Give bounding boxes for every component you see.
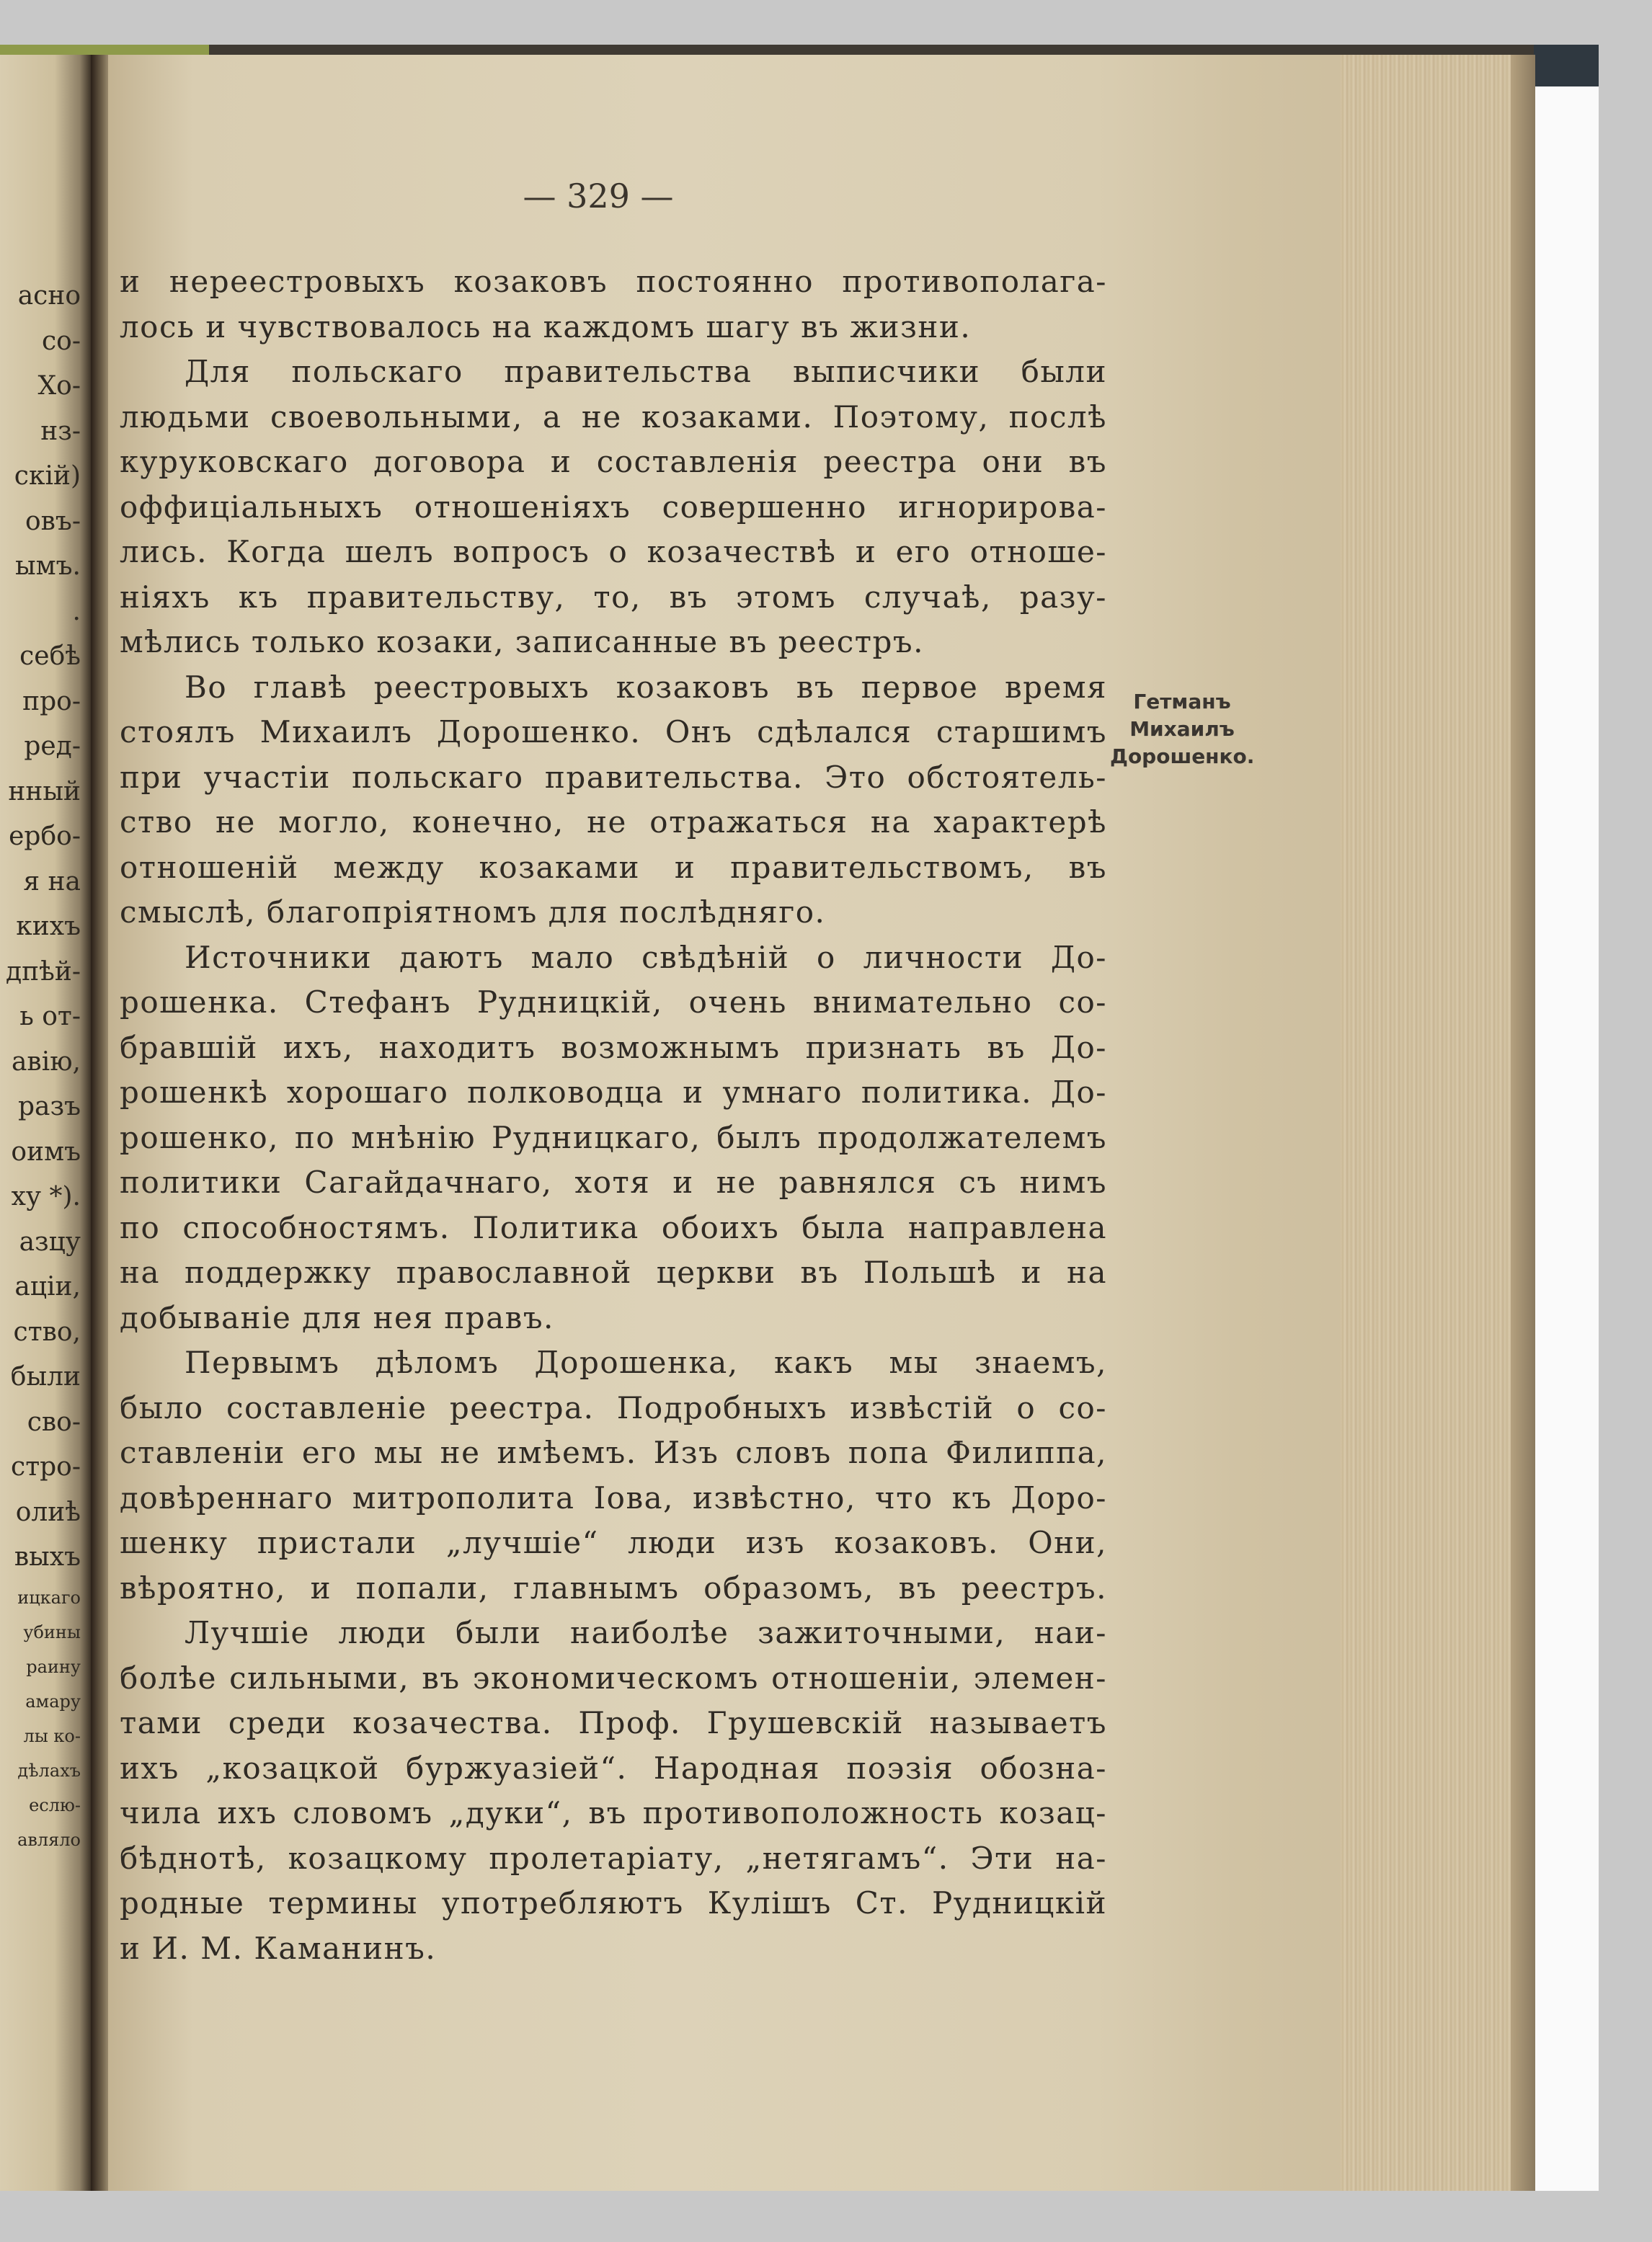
text-line: по способностямъ. Политика обоихъ была направлена [120, 1209, 1107, 1245]
left-fragment: авію, [11, 1046, 81, 1077]
left-fragment: азцу [19, 1227, 81, 1257]
text-line: Для польскаго правительства выписчики были [185, 354, 1107, 389]
left-fragment-small: еслю- [29, 1794, 81, 1815]
page-stack-shadow [1511, 55, 1535, 2191]
left-fragment-small: лы ко- [23, 1725, 81, 1746]
text-line: ставленіи его мы не имѣемъ. Изъ словъ попа Филиппа, [120, 1435, 1107, 1470]
text-line: и И. М. Каманинъ. [120, 1930, 437, 1966]
text-line: отношеній между козаками и правительствомъ, въ [120, 849, 1107, 885]
text-line: вѣроятно, и попали, главнымъ образомъ, въ реестръ. [120, 1570, 1107, 1606]
text-line: людьми своевольными, а не козаками. Поэтому, послѣ [120, 399, 1107, 435]
left-fragment: про- [22, 686, 81, 716]
text-line: ство не могло, конечно, не отражаться на характерѣ [120, 804, 1107, 840]
text-line: рошенко, по мнѣнію Рудницкаго, былъ продолжателемъ [120, 1119, 1107, 1155]
page-number: — 329 — [523, 177, 674, 215]
left-fragment-small: ицкаго [17, 1587, 81, 1608]
text-line: было составленіе реестра. Подробныхъ извѣстій о со- [120, 1389, 1107, 1425]
left-fragment: оимъ [11, 1136, 81, 1167]
text-line: рошенка. Стефанъ Рудницкій, очень внимательно со- [120, 984, 1107, 1020]
text-line: Во главѣ реестровыхъ козаковъ въ первое время [185, 669, 1107, 705]
left-fragment: выхъ [14, 1542, 81, 1572]
left-fragment: олиѣ [15, 1497, 81, 1527]
cover-edge-strip [0, 45, 209, 55]
left-fragment: ь от- [19, 1002, 81, 1031]
left-fragment: ымъ. [14, 551, 81, 581]
left-fragment: аціи, [14, 1272, 81, 1302]
margin-note-line: Гетманъ [1133, 690, 1231, 713]
left-fragment: были [10, 1362, 81, 1392]
left-fragment: нный [8, 776, 81, 806]
left-page-fragments [0, 274, 86, 1857]
text-line: оффиціальныхъ отношеніяхъ совершенно игнорирова- [120, 489, 1107, 525]
left-fragment: себѣ [19, 641, 81, 671]
left-fragment: ство, [13, 1317, 81, 1347]
left-fragment-small: амару [25, 1691, 81, 1712]
left-fragment: разъ [17, 1092, 81, 1121]
left-fragment: асно [17, 281, 81, 311]
left-fragment: я на [23, 866, 81, 897]
left-fragment: ред- [24, 731, 81, 761]
left-fragment: сво- [27, 1407, 81, 1437]
text-line: смыслѣ, благопріятномъ для послѣдняго. [120, 894, 826, 930]
text-line: бѣднотѣ, козацкому пролетаріату, „нетягамъ“. Эти на- [120, 1840, 1107, 1876]
left-fragment-small: убины [23, 1622, 81, 1642]
left-fragment: стро- [11, 1452, 81, 1482]
left-fragment: дпѣй- [5, 956, 81, 987]
body-text [120, 259, 1107, 1971]
text-line: и нереестровыхъ козаковъ постоянно противополага- [120, 264, 1107, 299]
left-fragment: со- [42, 326, 81, 356]
text-line: Лучшіе люди были наиболѣе зажиточными, наи- [185, 1615, 1107, 1650]
left-fragment-small: раину [26, 1656, 81, 1677]
text-line: лись. Когда шелъ вопросъ о козачествѣ и его отноше- [120, 534, 1107, 569]
text-line: на поддержку православной церкви въ Польшѣ и на [120, 1255, 1107, 1290]
left-page-edge [0, 55, 91, 2191]
left-fragment: Хо- [37, 371, 81, 401]
text-line: лось и чувствовалось на каждомъ шагу въ жизни. [120, 308, 972, 344]
margin-note [1110, 688, 1254, 770]
text-line: куруковскаго договора и составленія реестра они въ [120, 444, 1107, 479]
text-line: ихъ „козацкой буржуазіей“. Народная поэзія обозна- [120, 1750, 1107, 1786]
text-line: болѣе сильными, въ экономическомъ отношеніи, элемен- [120, 1660, 1107, 1696]
book-top-edge [209, 45, 1535, 55]
left-fragment: . [72, 596, 81, 626]
left-fragment: нз- [40, 416, 81, 446]
text-line: бравшій ихъ, находитъ возможнымъ признать въ До- [120, 1029, 1107, 1065]
left-fragment: овъ- [25, 506, 81, 536]
left-fragment-small: дѣлахъ [17, 1760, 81, 1781]
text-line: при участіи польскаго правительства. Это обстоятель- [120, 759, 1107, 795]
left-fragment: ху *). [11, 1182, 81, 1211]
text-line: родные термины употребляютъ Кулішъ Ст. Рудницкій [120, 1885, 1107, 1921]
text-line: мѣлись только козаки, записанные въ реестръ. [120, 624, 924, 659]
text-line: ніяхъ къ правительству, то, въ этомъ случаѣ, разу- [120, 579, 1107, 615]
margin-note-line: Михаилъ [1129, 717, 1235, 741]
text-line: политики Сагайдачнаго, хотя и не равнялся съ нимъ [120, 1165, 1107, 1200]
text-line: тами среди козачества. Проф. Грушевскій называетъ [120, 1705, 1107, 1740]
left-fragment: кихъ [16, 912, 81, 941]
bookmark-tab [1534, 45, 1599, 86]
text-line: довѣреннаго митрополита Іова, извѣстно, что къ Доро- [120, 1480, 1107, 1516]
margin-note-line: Дорошенко. [1110, 744, 1255, 768]
text-line: рошенкѣ хорошаго полководца и умнаго политика. До- [120, 1075, 1107, 1110]
left-fragment-small: авляло [17, 1829, 81, 1850]
text-line: стоялъ Михаилъ Дорошенко. Онъ сдѣлался старшимъ [120, 714, 1107, 749]
left-fragment: скій) [14, 461, 81, 491]
text-line: добываніе для нея правъ. [120, 1299, 554, 1335]
page-stack-edges [1341, 55, 1535, 2191]
text-line: Источники даютъ мало свѣдѣній о личности До- [185, 939, 1107, 975]
left-fragment: ербо- [9, 822, 81, 851]
text-line: чила ихъ словомъ „дуки“, въ противоположность козац- [120, 1795, 1107, 1830]
text-line: шенку пристали „лучшіе“ люди изъ козаковъ. Они, [120, 1525, 1107, 1560]
text-line: Первымъ дѣломъ Дорошенка, какъ мы знаемъ, [185, 1345, 1107, 1380]
